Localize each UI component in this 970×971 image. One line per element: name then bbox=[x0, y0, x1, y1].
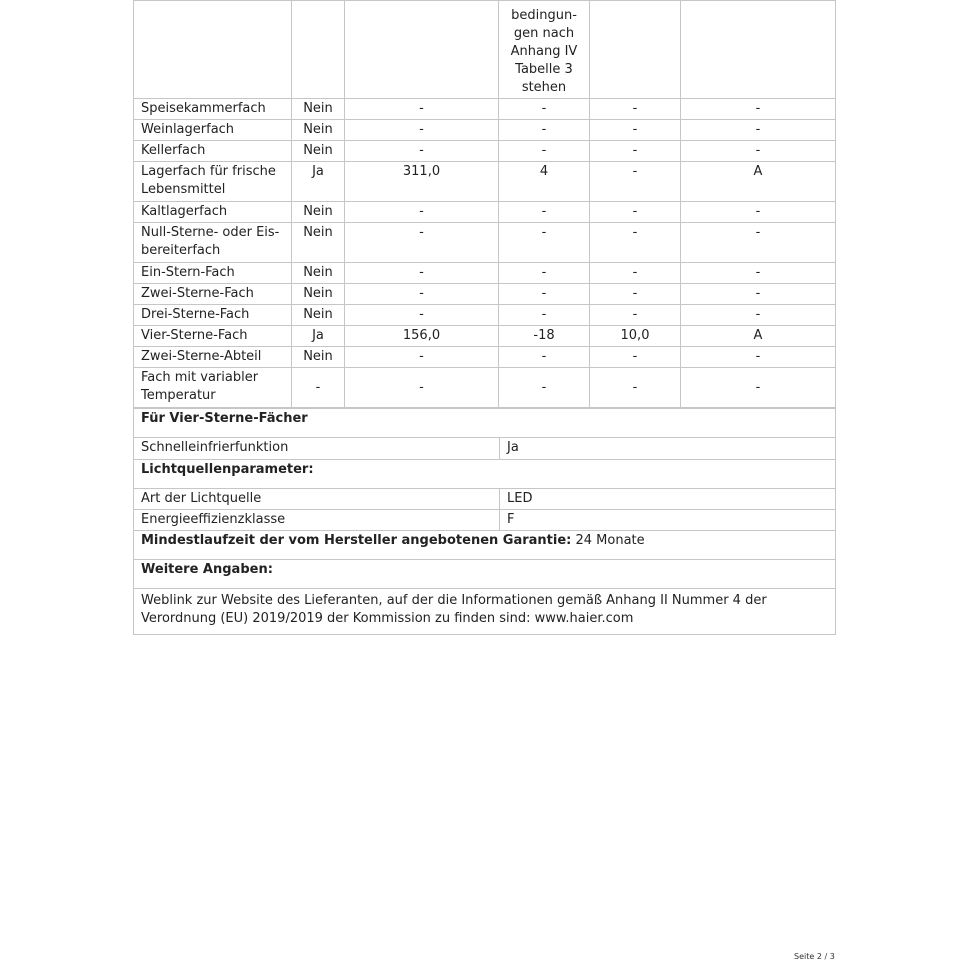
table-row bbox=[134, 368, 836, 408]
compartment-class: - bbox=[681, 284, 836, 305]
compartment-class: - bbox=[681, 223, 836, 263]
compartment-volume: - bbox=[345, 284, 499, 305]
compartment-present: Ja bbox=[292, 326, 345, 347]
header-cell-class bbox=[681, 1, 836, 99]
section-header-further bbox=[134, 560, 836, 589]
light-type-label: Art der Lichtquelle bbox=[134, 489, 500, 510]
compartment-temp: - bbox=[499, 223, 590, 263]
header-cell-freeze bbox=[590, 1, 681, 99]
compartment-class: - bbox=[681, 263, 836, 284]
header-cell-name bbox=[134, 1, 292, 99]
compartment-present: Nein bbox=[292, 202, 345, 223]
compartment-class: A bbox=[681, 162, 836, 202]
compartment-class: - bbox=[681, 99, 836, 120]
compartment-freeze: - bbox=[590, 305, 681, 326]
compartment-temp: - bbox=[499, 99, 590, 120]
compartment-freeze: - bbox=[590, 120, 681, 141]
header-text-line: Tabelle 3 bbox=[515, 62, 573, 77]
page-number: Seite 2 / 3 bbox=[794, 952, 835, 961]
compartment-temp: - bbox=[499, 263, 590, 284]
compartment-freeze: 10,0 bbox=[590, 326, 681, 347]
table-row bbox=[134, 489, 836, 510]
compartment-present: Nein bbox=[292, 99, 345, 120]
table-row bbox=[134, 162, 836, 202]
compartment-class: - bbox=[681, 305, 836, 326]
compartment-volume: - bbox=[345, 347, 499, 368]
quick-freeze-value: Ja bbox=[500, 438, 836, 460]
compartment-table bbox=[133, 0, 836, 408]
compartment-present: Nein bbox=[292, 120, 345, 141]
compartment-name: Lagerfach für frische Lebensmittel bbox=[134, 162, 292, 202]
compartment-freeze: - bbox=[590, 223, 681, 263]
four-star-heading: Für Vier-Sterne-Fächer bbox=[134, 409, 836, 438]
header-text-line: stehen bbox=[521, 80, 567, 95]
compartment-present: Nein bbox=[292, 284, 345, 305]
light-class-label: Energieeffizienzklasse bbox=[134, 510, 500, 531]
table-row bbox=[134, 120, 836, 141]
header-cell-volume bbox=[345, 1, 499, 99]
compartment-volume: - bbox=[345, 141, 499, 162]
table-row bbox=[134, 99, 836, 120]
compartment-present: Nein bbox=[292, 347, 345, 368]
section-header-light bbox=[134, 460, 836, 489]
compartment-volume: - bbox=[345, 263, 499, 284]
compartment-name: Speisekammerfach bbox=[134, 99, 292, 120]
header-text-line: bedingun- bbox=[511, 8, 577, 23]
compartment-temp: - bbox=[499, 305, 590, 326]
light-heading: Lichtquellenparameter: bbox=[134, 460, 836, 489]
table-row bbox=[134, 510, 836, 531]
table-row bbox=[134, 284, 836, 305]
table-row bbox=[134, 141, 836, 162]
compartment-volume: 156,0 bbox=[345, 326, 499, 347]
warranty-label: Mindestlaufzeit der vom Hersteller angebotenen Garantie: bbox=[141, 533, 572, 548]
compartment-name: Ein-Stern-Fach bbox=[134, 263, 292, 284]
table-row bbox=[134, 326, 836, 347]
header-cell-present bbox=[292, 1, 345, 99]
compartment-volume: - bbox=[345, 120, 499, 141]
details-table bbox=[133, 408, 836, 635]
compartment-volume: - bbox=[345, 99, 499, 120]
warranty-value: 24 Monate bbox=[575, 533, 645, 548]
compartment-present: Nein bbox=[292, 223, 345, 263]
table-row bbox=[134, 223, 836, 263]
compartment-name: Kellerfach bbox=[134, 141, 292, 162]
light-type-value: LED bbox=[500, 489, 836, 510]
table-row bbox=[134, 347, 836, 368]
compartment-temp: - bbox=[499, 347, 590, 368]
section-header-four-star bbox=[134, 409, 836, 438]
compartment-present: Nein bbox=[292, 263, 345, 284]
compartment-temp: - bbox=[499, 120, 590, 141]
compartment-volume: - bbox=[345, 223, 499, 263]
compartment-temp: - bbox=[499, 141, 590, 162]
compartment-name: Weinlagerfach bbox=[134, 120, 292, 141]
compartment-volume: - bbox=[345, 305, 499, 326]
compartment-name: Fach mit variabler Temperatur bbox=[134, 368, 292, 408]
compartment-class: - bbox=[681, 120, 836, 141]
compartment-present: - bbox=[292, 368, 345, 408]
table-row bbox=[134, 438, 836, 460]
compartment-volume: - bbox=[345, 202, 499, 223]
compartment-volume: 311,0 bbox=[345, 162, 499, 202]
compartment-temp: - bbox=[499, 284, 590, 305]
further-text: Weblink zur Website des Lieferanten, auf der die Informationen gemäß Anhang II Nummer 4 der Verordnung (EU) 2019/2019 der Kommission zu finden sind: www.haier.com bbox=[134, 589, 836, 635]
warranty-cell bbox=[134, 531, 836, 560]
compartment-volume: - bbox=[345, 368, 499, 408]
compartment-class: - bbox=[681, 141, 836, 162]
compartment-temp: -18 bbox=[499, 326, 590, 347]
further-heading: Weitere Angaben: bbox=[134, 560, 836, 589]
compartment-temp: - bbox=[499, 202, 590, 223]
table-row bbox=[134, 202, 836, 223]
compartment-freeze: - bbox=[590, 368, 681, 408]
compartment-name: Zwei-Sterne-Fach bbox=[134, 284, 292, 305]
table-row bbox=[134, 305, 836, 326]
table-row bbox=[134, 263, 836, 284]
compartment-class: - bbox=[681, 202, 836, 223]
compartment-class: A bbox=[681, 326, 836, 347]
compartment-freeze: - bbox=[590, 347, 681, 368]
compartment-temp: 4 bbox=[499, 162, 590, 202]
compartment-freeze: - bbox=[590, 99, 681, 120]
header-cell-temp bbox=[499, 1, 590, 99]
compartment-name: Drei-Sterne-Fach bbox=[134, 305, 292, 326]
compartment-class: - bbox=[681, 368, 836, 408]
header-text-line: gen nach bbox=[513, 26, 575, 41]
table-header-row bbox=[134, 1, 836, 99]
quick-freeze-label: Schnelleinfrierfunktion bbox=[134, 438, 500, 460]
compartment-present: Ja bbox=[292, 162, 345, 202]
compartment-name: Kaltlagerfach bbox=[134, 202, 292, 223]
warranty-row bbox=[134, 531, 836, 560]
compartment-name: Zwei-Sterne-Abteil bbox=[134, 347, 292, 368]
compartment-freeze: - bbox=[590, 162, 681, 202]
compartment-freeze: - bbox=[590, 263, 681, 284]
compartment-present: Nein bbox=[292, 141, 345, 162]
compartment-present: Nein bbox=[292, 305, 345, 326]
compartment-temp: - bbox=[499, 368, 590, 408]
compartment-freeze: - bbox=[590, 284, 681, 305]
compartment-class: - bbox=[681, 347, 836, 368]
compartment-freeze: - bbox=[590, 141, 681, 162]
table-row bbox=[134, 589, 836, 635]
compartment-freeze: - bbox=[590, 202, 681, 223]
compartment-name: Null-Sterne- oder Eis-bereiterfach bbox=[134, 223, 292, 263]
light-class-value: F bbox=[500, 510, 836, 531]
compartment-name: Vier-Sterne-Fach bbox=[134, 326, 292, 347]
header-text-line: Anhang IV bbox=[510, 44, 578, 59]
